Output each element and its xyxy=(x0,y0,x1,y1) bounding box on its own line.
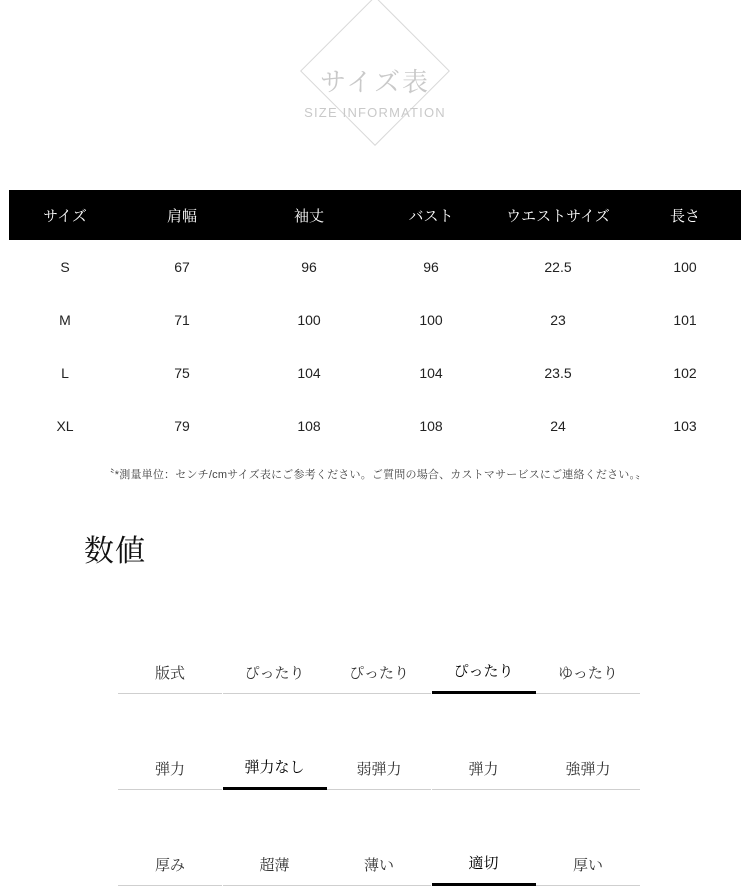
cell-length: 103 xyxy=(673,417,697,434)
cell-length: 100 xyxy=(673,258,697,275)
cell-shoulder: 67 xyxy=(174,258,190,275)
cell-bust: 100 xyxy=(419,311,443,328)
cell-bust: 104 xyxy=(419,364,443,381)
cell-waist: 23 xyxy=(550,311,566,328)
table-row xyxy=(9,346,741,399)
scale-label-thickness: 厚み xyxy=(118,856,222,886)
size-table-header xyxy=(9,190,741,240)
cell-sleeve: 100 xyxy=(297,311,321,328)
column-header-shoulder: 肩幅 xyxy=(121,190,243,240)
size-table-body xyxy=(9,240,741,452)
table-header-row xyxy=(9,190,741,240)
scale-option-fit-2[interactable]: ぴったり xyxy=(432,662,536,694)
page-header xyxy=(0,0,750,190)
cell-shoulder: 79 xyxy=(174,417,190,434)
scale-option-thickness-0[interactable]: 超薄 xyxy=(223,856,327,886)
column-header-waist: ウエストサイズ xyxy=(487,190,629,240)
cell-bust: 108 xyxy=(419,417,443,434)
scale-label-fit: 版式 xyxy=(118,664,222,694)
table-row xyxy=(9,293,741,346)
table-row xyxy=(9,240,741,293)
scale-row-thickness xyxy=(118,790,640,886)
cell-size: S xyxy=(60,258,70,275)
size-table xyxy=(9,190,741,452)
page-subtitle: SIZE INFORMATION xyxy=(304,104,446,120)
cell-sleeve: 104 xyxy=(297,364,321,381)
scale-row-fit xyxy=(118,598,640,694)
cell-shoulder: 71 xyxy=(174,311,190,328)
column-header-length: 長さ xyxy=(629,190,741,240)
scale-option-elasticity-2[interactable]: 弾力 xyxy=(432,760,536,790)
scale-option-elasticity-0[interactable]: 弾力なし xyxy=(223,758,327,790)
table-row xyxy=(9,399,741,452)
cell-sleeve: 96 xyxy=(301,258,317,275)
scale-row-elasticity xyxy=(118,694,640,790)
cell-sleeve: 108 xyxy=(297,417,321,434)
column-header-sleeve: 袖丈 xyxy=(243,190,375,240)
scale-option-thickness-1[interactable]: 薄い xyxy=(327,856,431,886)
scale-option-elasticity-3[interactable]: 強弾力 xyxy=(536,760,640,790)
page-title: サイズ表 xyxy=(320,66,430,97)
numeric-section-title: 数値 xyxy=(84,535,146,568)
cell-shoulder: 75 xyxy=(174,364,190,381)
scale-option-fit-0[interactable]: ぴったり xyxy=(223,664,327,694)
cell-size: XL xyxy=(56,417,74,434)
header-text-block xyxy=(304,65,446,120)
column-header-bust: バスト xyxy=(375,190,487,240)
cell-waist: 22.5 xyxy=(544,258,572,275)
scale-option-fit-1[interactable]: ぴったり xyxy=(327,664,431,694)
cell-waist: 24 xyxy=(550,417,566,434)
cell-length: 101 xyxy=(673,311,697,328)
scale-option-elasticity-1[interactable]: 弱弾力 xyxy=(327,760,431,790)
cell-length: 102 xyxy=(673,364,697,381)
scale-option-fit-3[interactable]: ゆったり xyxy=(536,664,640,694)
measurement-note: 〝*測量単位：センチ/cmサイズ表にご参考ください。ご質問の場合、カストマサービスにご連絡ください。〟 xyxy=(103,469,647,481)
cell-size: M xyxy=(59,311,71,328)
column-header-size: サイズ xyxy=(9,190,121,240)
cell-waist: 23.5 xyxy=(544,364,572,381)
cell-bust: 96 xyxy=(423,258,439,275)
scale-label-elasticity: 弾力 xyxy=(118,760,222,790)
numeric-scales xyxy=(0,598,750,886)
scale-option-thickness-3[interactable]: 厚い xyxy=(536,856,640,886)
cell-size: L xyxy=(61,364,69,381)
scale-option-thickness-2[interactable]: 適切 xyxy=(432,854,536,886)
